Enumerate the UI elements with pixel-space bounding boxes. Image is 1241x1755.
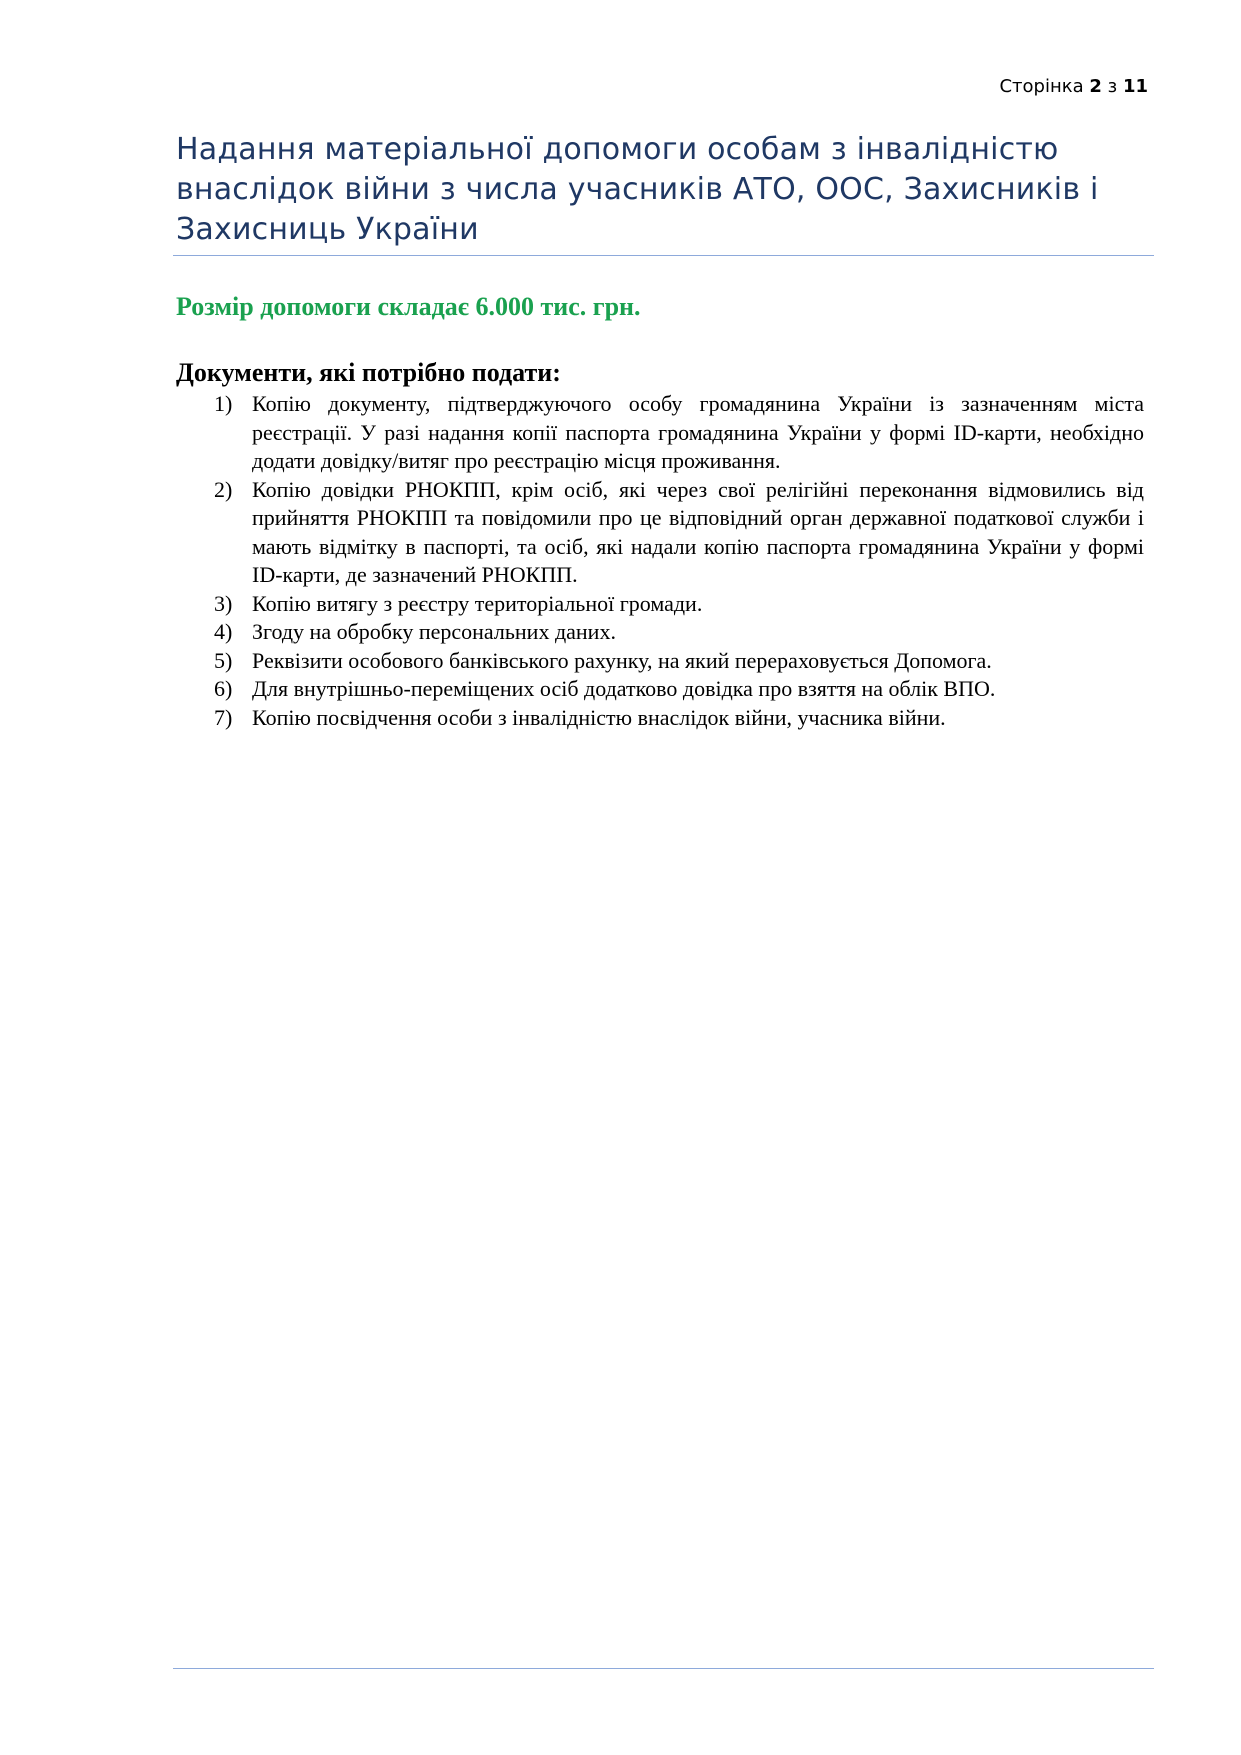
list-item [176,476,1144,590]
list-item [176,590,1144,619]
list-item [176,675,1144,704]
total-pages: 11 [1122,76,1148,97]
documents-heading: Документи, які потрібно подати: [176,358,561,387]
list-item-text: Для внутрішньо-переміщених осіб додатково довідка про взяття на облік ВПО. [252,676,996,701]
list-item-number: 5) [214,647,233,673]
list-item-number: 1) [214,391,233,416]
of-label: з [1107,76,1118,97]
list-item-text: Копію документу, підтверджуючого особу громадянина України із зазначенням міста реєстрації. У разі надання копії паспорта громадянина України у формі ID-карти, необхідно додати довідку/витяг про реєстрацію місця проживання. [252,391,1144,473]
list-item [176,647,1144,676]
list-item-number: 6) [214,676,233,701]
list-item-text: Копію витягу з реєстру територіальної громади. [252,590,703,616]
list-item-text: Копію посвідчення особи з інвалідністю внаслідок війни, учасника війни. [252,704,946,730]
assistance-amount: Розмір допомоги складає 6.000 тис. грн. [176,292,641,321]
title-divider [173,255,1154,256]
list-item [176,390,1144,476]
page-label: Сторінка [999,76,1084,97]
list-item-number: 7) [214,704,233,730]
list-item [176,618,1144,647]
list-item-text: Копію довідки РНОКПП, крім осіб, які через свої релігійні переконання відмовились від прийняття РНОКПП та повідомили про це відповідний орган державної податкової служби і мають відмітку в паспорті, та осіб, які надали копію паспорта громадянина України у формі ID-карти, де зазначений РНОКПП. [252,476,1144,587]
documents-list [176,390,1144,732]
list-item [176,704,1144,733]
document-title: Надання матеріальної допомоги особам з інвалідністю внаслідок війни з числа учасників АТО, ООС, Захисників і Захисниць України [176,132,1099,247]
list-item-number: 4) [214,619,233,644]
current-page: 2 [1089,76,1102,97]
footer-divider [173,1668,1154,1669]
list-item-number: 2) [214,476,233,502]
list-item-text: Реквізити особового банківського рахунку, на який перераховується Допомога. [252,647,992,673]
list-item-text: Згоду на обробку персональних даних. [252,619,616,644]
page-number [999,76,1148,97]
list-item-number: 3) [214,590,233,616]
